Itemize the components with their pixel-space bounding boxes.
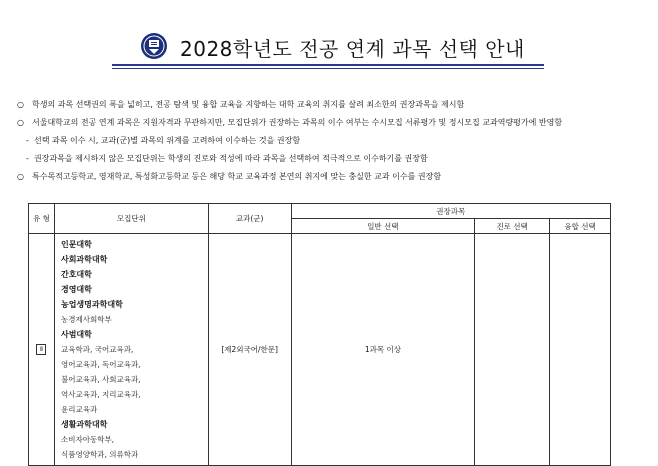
unit-line: 식품영양학과, 의류학과 bbox=[60, 450, 139, 459]
fusion-cell bbox=[550, 234, 611, 466]
unit-line: 농경제사회학부 bbox=[60, 315, 112, 324]
unit-line: 경영대학 bbox=[60, 285, 92, 294]
university-emblem-icon bbox=[140, 32, 168, 60]
note-subitem bbox=[14, 150, 654, 168]
unit-line: 사회과학대학 bbox=[60, 255, 108, 264]
unit-line: 인문대학 bbox=[60, 240, 92, 249]
note-text: 권장과목을 제시하지 않은 모집단위는 학생의 진로와 적성에 따라 과목을 선택하여 적극적으로 이수하기를 권장함 bbox=[34, 154, 428, 163]
general-cell: 1과목 이상 bbox=[291, 234, 475, 466]
note-bullet: ○ bbox=[17, 100, 24, 109]
header-subject-group: 교과(군) bbox=[208, 204, 291, 234]
unit-line: 윤리교육과 bbox=[60, 405, 98, 414]
unit-line: 영어교육과, 독어교육과, bbox=[60, 360, 141, 369]
note-bullet: - bbox=[26, 154, 29, 163]
header-fusion: 융합 선택 bbox=[550, 219, 611, 234]
header-type: 유 형 bbox=[29, 204, 55, 234]
unit-line: 간호대학 bbox=[60, 270, 92, 279]
unit-line: 소비자아동학부, bbox=[60, 435, 115, 444]
header bbox=[0, 0, 658, 82]
title-underline bbox=[112, 64, 544, 66]
unit-line: 생활과학대학 bbox=[60, 420, 108, 429]
unit-cell bbox=[54, 234, 208, 466]
note-bullet: ○ bbox=[17, 172, 24, 181]
unit-line: 교육학과, 국어교육과, bbox=[60, 345, 134, 354]
guidance-notes bbox=[14, 96, 654, 186]
note-item bbox=[14, 96, 654, 114]
recommended-subjects-table bbox=[28, 203, 611, 466]
header-unit: 모집단위 bbox=[54, 204, 208, 234]
unit-line: 사범대학 bbox=[60, 330, 92, 339]
header-recommended: 권장과목 bbox=[291, 204, 610, 219]
unit-line: 불어교육과, 사회교육과, bbox=[60, 375, 141, 384]
type-cell bbox=[29, 234, 55, 466]
table-row bbox=[29, 234, 611, 466]
type-mark: Ⅱ bbox=[36, 344, 46, 355]
unit-line: 역사교육과, 지리교육과, bbox=[60, 390, 141, 399]
page-title: 2028학년도 전공 연계 과목 선택 안내 bbox=[180, 37, 525, 61]
unit-line: 농업생명과학대학 bbox=[60, 300, 123, 309]
note-item bbox=[14, 114, 654, 132]
note-text: 특수목적고등학교, 영재학교, 특성화고등학교 등은 해당 학교 교육과정 본연의 취지에 맞는 충실한 교과 이수를 권장함 bbox=[32, 172, 442, 181]
note-item bbox=[14, 168, 654, 186]
career-cell bbox=[475, 234, 550, 466]
note-text: 학생의 과목 선택권의 폭을 넓히고, 전공 탐색 및 융합 교육을 지향하는 대학 교육의 취지를 살려 최소한의 권장과목을 제시함 bbox=[32, 100, 465, 109]
title-underline-thin bbox=[112, 68, 544, 69]
note-text: 선택 과목 이수 시, 교과(군)별 과목의 위계를 고려하여 이수하는 것을 권장함 bbox=[34, 136, 301, 145]
header-career: 진로 선택 bbox=[475, 219, 550, 234]
header-general: 일반 선택 bbox=[291, 219, 475, 234]
subject-group-cell: [제2외국어/한문] bbox=[208, 234, 291, 466]
note-bullet: ○ bbox=[17, 118, 24, 127]
note-text: 서울대학교의 전공 연계 과목은 지원자격과 무관하지만, 모집단위가 권장하는 과목의 이수 여부는 수시모집 서류평가 및 정시모집 교과역량평가에 반영함 bbox=[32, 118, 563, 127]
note-subitem bbox=[14, 132, 654, 150]
note-bullet: - bbox=[26, 136, 29, 145]
